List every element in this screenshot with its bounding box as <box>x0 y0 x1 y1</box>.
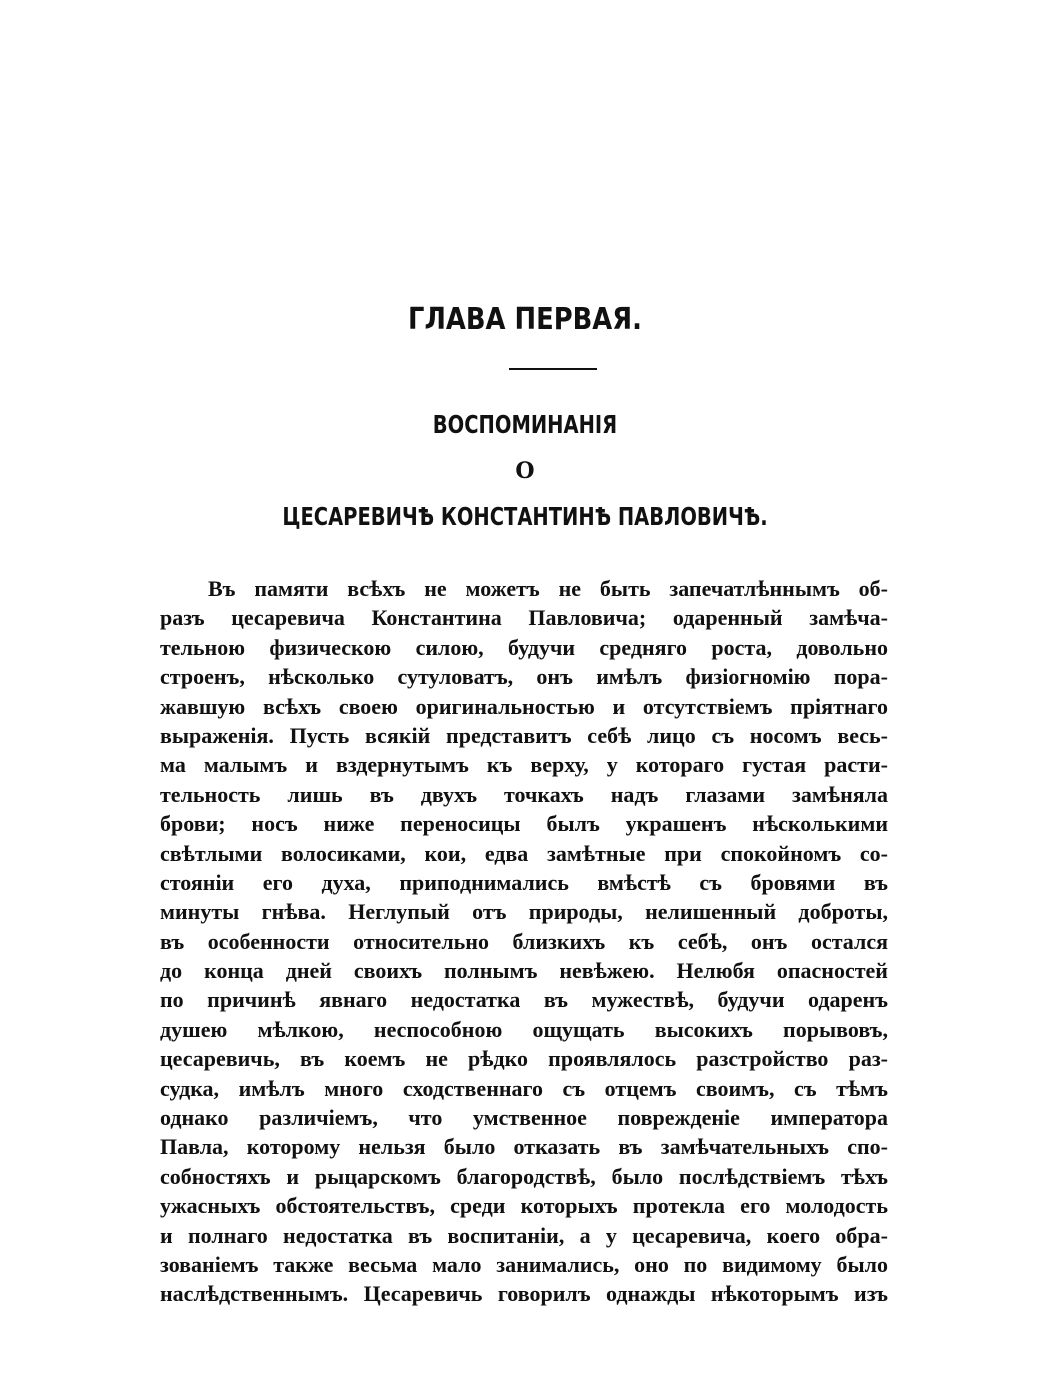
text-line: въ особенности относительно близкихъ къ себѣ, онъ остался <box>160 928 888 954</box>
text-line: Павла, которому нельзя было отказать въ замѣчательныхъ спо- <box>160 1134 888 1160</box>
text-line: разъ цесаревича Константина Павловича; одаренный замѣча- <box>160 605 888 631</box>
section-heading-line-3: ЦЕСАРЕВИЧѢ КОНСТАНТИНѢ ПАВЛОВИЧѢ. <box>282 502 768 531</box>
text-line: зованіемъ также весьма мало занимались, оно по видимому было <box>160 1251 888 1277</box>
text-line: наслѣдственнымъ. Цесаревичь говорилъ однажды нѣкоторымъ изъ <box>160 1281 888 1307</box>
text-line: минуты гнѣва. Неглупый отъ природы, нелишенный доброты, <box>160 899 888 925</box>
text-line: по причинѣ явнаго недостатка въ мужествѣ, будучи одаренъ <box>160 987 888 1013</box>
body-paragraph <box>160 574 888 1309</box>
title-divider <box>509 368 597 370</box>
text-line: судка, имѣлъ много сходственнаго съ отцемъ своимъ, съ тѣмъ <box>160 1075 888 1101</box>
text-line: строенъ, нѣсколько сутуловатъ, онъ имѣлъ физіогномію пора- <box>160 664 888 690</box>
text-line: тельною физическою силою, будучи средняго роста, довольно <box>160 634 888 660</box>
text-line: стояніи его духа, приподнимались вмѣстѣ съ бровями въ <box>160 869 888 895</box>
chapter-title: ГЛАВА ПЕРВАЯ. <box>408 302 642 337</box>
section-heading-line-1: ВОСПОМИНАНІЯ <box>432 410 618 439</box>
section-heading-line-2: О <box>515 458 535 484</box>
text-line: ма малымъ и вздернутымъ къ верху, у котораго густая расти- <box>160 752 888 778</box>
text-line: Въ памяти всѣхъ не можетъ не быть запечатлѣннымъ об- <box>208 576 888 601</box>
text-line: цесаревичь, въ коемъ не рѣдко проявлялось разстройство раз- <box>160 1046 888 1072</box>
text-line: собностяхъ и рыцарскомъ благородствѣ, было послѣдствіемъ тѣхъ <box>160 1163 888 1189</box>
text-line: брови; носъ ниже переносицы былъ украшенъ нѣсколькими <box>160 811 888 837</box>
text-line: выраженія. Пусть всякій представитъ себѣ лицо съ носомъ весь- <box>160 722 888 748</box>
text-line: жавшую всѣхъ своею оригинальностью и отсутствіемъ пріятнаго <box>160 693 888 719</box>
text-line: однако различіемъ, что умственное поврежденіе императора <box>160 1105 888 1131</box>
text-line: до конца дней своихъ полнымъ невѣжею. Нелюбя опасностей <box>160 958 888 984</box>
text-line: и полнаго недостатка въ воспитаніи, а у цесаревича, коего обра- <box>160 1222 888 1248</box>
text-line: ужасныхъ обстоятельствъ, среди которыхъ протекла его молодость <box>160 1193 888 1219</box>
text-line: душею мѣлкою, неспособною ощущать высокихъ порывовъ, <box>160 1016 888 1042</box>
text-line: тельность лишь въ двухъ точкахъ надъ глазами замѣняла <box>160 781 888 807</box>
text-line: свѣтлыми волосиками, кои, едва замѣтные при спокойномъ со- <box>160 840 888 866</box>
